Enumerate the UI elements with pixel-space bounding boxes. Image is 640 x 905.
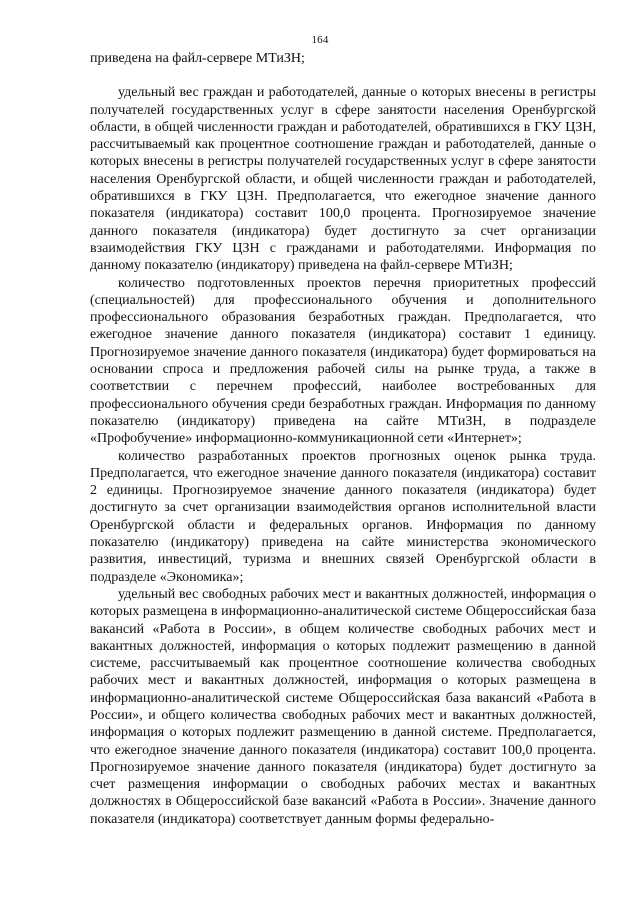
page-number: 164 [311,34,329,46]
paragraph-labor-market-forecasts: количество разработанных проектов прогнозных оценок рынка труда. Предполагается, что ежегодное значение данного показателя (индикатора) составит 2 единицы. Прогнозируемое значение данного показателя (индикатора) будет достигнуто за счет организации взаимодействия органов исполнительной власти Оренбургской области и федеральных органов. Информация по данному показателю (индикатору) приведена на сайте министерства экономического развития, инвестиций, туризма и внешних связей Оренбургской области в подразделе «Экономика»; [90,448,596,585]
paragraph-vacancies-share: удельный вес свободных рабочих мест и вакантных должностей, информация о которых размещена в информационно-аналитической системе Общероссийская база вакансий «Работа в России», в общем количестве свободных рабочих мест и вакантных должностей, информация о которых подлежит размещению в данной системе, рассчитываемый как процентное соотношение количества свободных рабочих мест и вакантных должностей, информация о которых размещена в информационно-аналитической системе Общероссийская база вакансий «Работа в России», и общего количества свободных рабочих мест и вакантных должностей, информация о которых подлежит размещению в данной системе. Предполагается, что ежегодное значение данного показателя (индикатора) составит 100,0 процента. Прогнозируемое значение данного показателя (индикатора) будет достигнуто за счет размещения информации о свободных рабочих местах и вакантных должностях в Общероссийской базе вакансий «Работа в России». Значение данного показателя (индикатора) соответствует данным формы федерально- [90,586,596,827]
paragraph-registry-share: удельный вес граждан и работодателей, данные о которых внесены в регистры получателей государственных услуг в сфере занятости населения Оренбургской области, в общей численности граждан и работодателей, обратившихся в ГКУ ЦЗН, рассчитываемый как процентное соотношение граждан и работодателей, данные о которых внесены в регистры получателей государственных услуг в сфере занятости населения Оренбургской области, и общей численности граждан и работодателей, обратившихся в ГКУ ЦЗН. Предполагается, что ежегодное значение данного показателя (индикатора) составит 100,0 процента. Прогнозируемое значение данного показателя (индикатора) будет достигнуто за счет организации взаимодействия ГКУ ЦЗН с гражданами и работодателями. Информация по данному показателю (индикатору) приведена на файл-сервере МТиЗН; [90,85,596,274]
paragraph-priority-professions: количество подготовленных проектов перечня приоритетных профессий (специальностей) для профессионального обучения и дополнительного профессионального образования безработных граждан. Предполагается, что ежегодное значение данного показателя (индикатора) составит 1 единицу. Прогнозируемое значение данного показателя (индикатора) будет формироваться на основании спроса и предложения рабочей силы на рынке труда, а также в соответствии с перечнем профессий, наиболее востребованных для профессионального обучения среди безработных граждан. Информация по данному показателю (индикатору) приведена на сайте МТиЗН, в подразделе «Профобучение» информационно-коммуникационной сети «Интернет»; [90,275,596,447]
paragraph-continuation: приведена на файл-сервере МТиЗН; [90,51,305,66]
document-body [90,50,596,828]
